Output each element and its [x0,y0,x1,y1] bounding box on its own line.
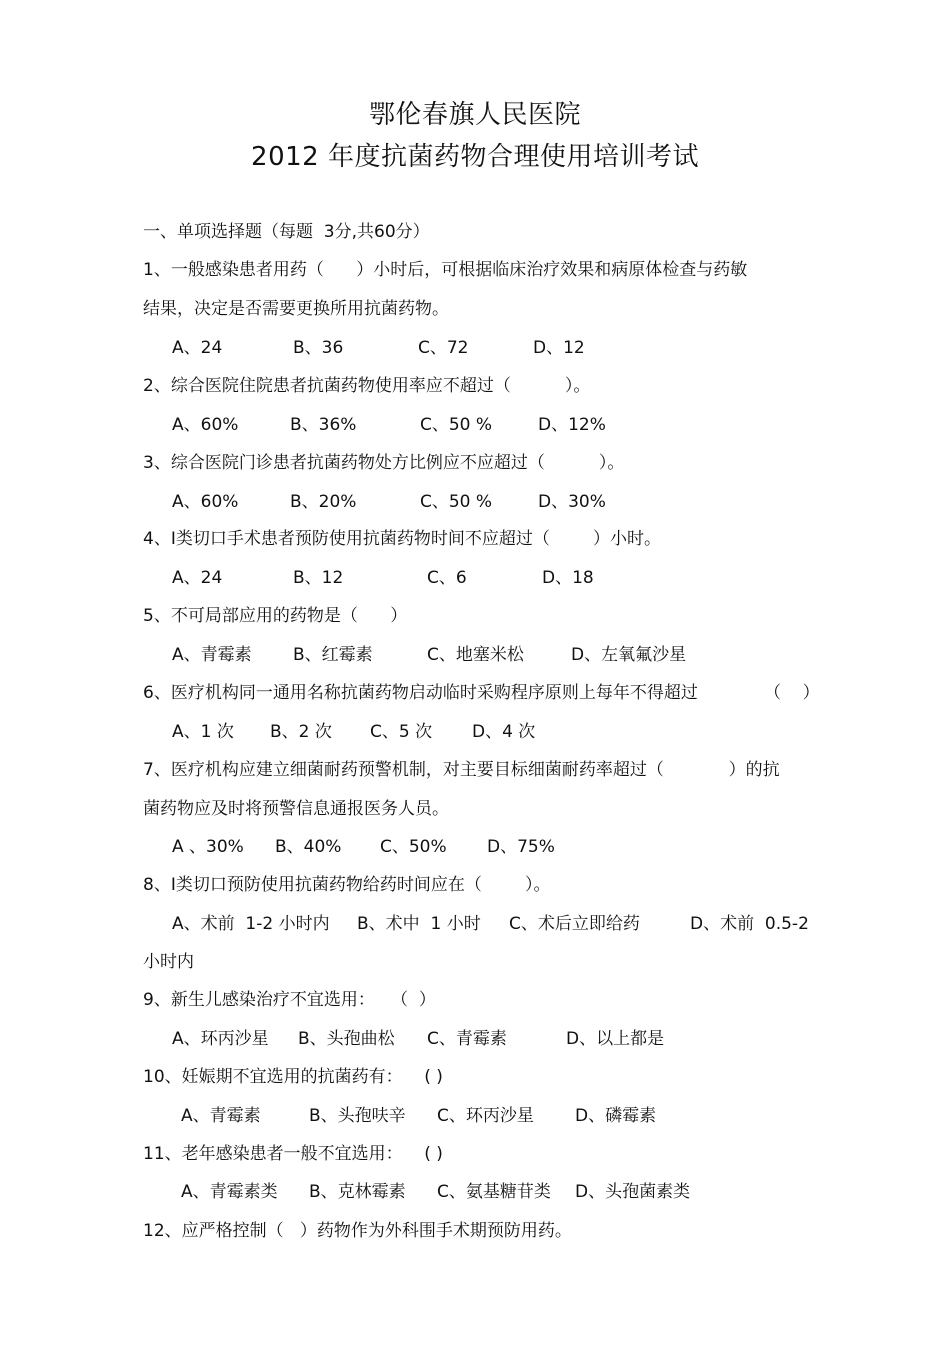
question-2-line-1: 2、综合医院住院患者抗菌药物使用率应不超过（ ）。 [143,376,591,396]
question-5-option-c: C、地塞米松 [427,645,524,665]
question-9-option-b: B、头孢曲松 [298,1029,395,1049]
question-7-line-2: 菌药物应及时将预警信息通报医务人员。 [143,799,449,819]
question-5-line-1: 5、不可局部应用的药物是（ ） [143,606,408,626]
question-11-option-d: D、头孢菌素类 [575,1182,691,1202]
question-7-option-c: C、50% [380,837,447,857]
question-9-line-1: 9、新生儿感染治疗不宜选用： （ ） [143,990,436,1010]
question-8-continuation: 小时内 [143,952,194,972]
question-9-option-d: D、以上都是 [566,1029,665,1049]
question-3-option-d: D、30% [538,492,606,512]
question-4-option-d: D、18 [542,568,594,588]
question-11-option-c: C、氨基糖苷类 [437,1182,551,1202]
question-1-option-d: D、12 [533,338,585,358]
question-4-line-1: 4、Ⅰ类切口手术患者预防使用抗菌药物时间不应超过（ ）小时。 [143,529,662,549]
question-4-option-c: C、6 [427,568,467,588]
question-10-option-b: B、头孢呋辛 [309,1106,406,1126]
question-7-option-d: D、75% [487,837,555,857]
question-8-option-c: C、术后立即给药 [509,914,640,934]
question-10-option-c: C、环丙沙星 [437,1106,534,1126]
question-10-option-d: D、磷霉素 [575,1106,657,1126]
question-3-option-c: C、50 % [420,492,493,512]
question-8-option-d: D、术前 0.5-2 [690,914,809,934]
question-1-option-b: B、36 [293,338,344,358]
question-3-line-1: 3、综合医院门诊患者抗菌药物处方比例应不应超过（ ）。 [143,453,625,473]
question-11-option-a: A、青霉素类 [181,1182,278,1202]
question-4-option-a: A、24 [172,568,223,588]
question-12-line-1: 12、应严格控制（ ）药物作为外科围手术期预防用药。 [143,1221,572,1241]
question-10-option-a: A、青霉素 [181,1106,261,1126]
question-6-line-1: 6、医疗机构同一通用名称抗菌药物启动临时采购程序原则上每年不得超过 [143,683,698,703]
question-9-option-c: C、青霉素 [427,1029,507,1049]
question-6-option-b: B、2 次 [270,722,332,742]
question-7-line-1: 7、医疗机构应建立细菌耐药预警机制，对主要目标细菌耐药率超过（ ）的抗 [143,760,780,780]
question-1-line-2: 结果，决定是否需要更换所用抗菌药物。 [143,299,449,319]
question-9-option-a: A、环丙沙星 [172,1029,269,1049]
question-10-line-1: 10、妊娠期不宜选用的抗菌药有： ( ) [143,1067,443,1087]
question-11-line-1: 11、老年感染患者一般不宜选用： ( ) [143,1144,443,1164]
question-8-option-b: B、术中 1 小时 [357,914,481,934]
question-2-option-b: B、36% [290,415,357,435]
question-8-option-a: A、术前 1-2 小时内 [172,914,330,934]
question-6-option-c: C、5 次 [370,722,433,742]
question-6-option-a: A、1 次 [172,722,234,742]
question-7-option-a: A 、30% [172,837,244,857]
question-5-option-a: A、青霉素 [172,645,252,665]
question-11-option-b: B、克林霉素 [309,1182,406,1202]
question-6-option-d: D、4 次 [472,722,536,742]
exam-title: 2012 年度抗菌药物合理使用培训考试 [251,142,699,172]
question-8-line-1: 8、Ⅰ类切口预防使用抗菌药物给药时间应在（ ）。 [143,875,551,895]
hospital-title: 鄂伦春旗人民医院 [368,100,581,130]
question-5-option-b: B、红霉素 [293,645,373,665]
question-4-option-b: B、12 [293,568,344,588]
question-2-option-c: C、50 % [420,415,493,435]
question-1-option-a: A、24 [172,338,223,358]
question-5-option-d: D、左氧氟沙星 [571,645,687,665]
question-1-option-c: C、72 [418,338,469,358]
question-3-option-b: B、20% [290,492,357,512]
question-7-option-b: B、40% [275,837,342,857]
question-2-option-a: A、60% [172,415,239,435]
question-3-option-a: A、60% [172,492,239,512]
section-heading: 一、单项选择题（每题 3分,共60分） [143,222,430,242]
question-1-line-1: 1、一般感染患者用药（ ）小时后，可根据临床治疗效果和病原体检查与药敏 [143,260,748,280]
question-2-option-d: D、12% [538,415,606,435]
question-6-answer-blank: （ ） [764,683,820,703]
